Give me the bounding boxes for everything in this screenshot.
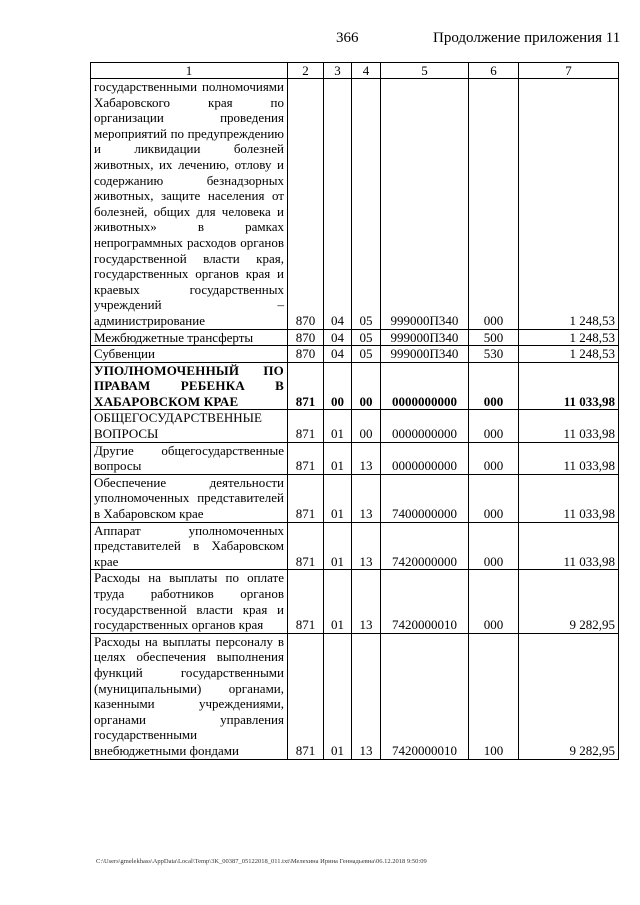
column-header: 3 [324, 63, 352, 79]
row-code-subsection: 00 [352, 410, 381, 442]
column-header: 2 [288, 63, 324, 79]
row-amount: 11 033,98 [519, 442, 619, 474]
row-code-subsection: 00 [352, 362, 381, 410]
column-header: 5 [381, 63, 469, 79]
row-name: УПОЛНОМОЧЕННЫЙ ПО ПРАВАМ РЕБЕНКА В ХАБАРОВСКОМ КРАЕ [91, 362, 288, 410]
row-amount: 9 282,95 [519, 570, 619, 633]
row-code-section: 04 [324, 329, 352, 346]
row-code-section: 01 [324, 633, 352, 759]
row-code-section: 01 [324, 522, 352, 570]
row-code-section: 01 [324, 570, 352, 633]
table-header-row [91, 63, 619, 79]
row-name: ОБЩЕГОСУДАРСТВЕННЫЕ ВОПРОСЫ [91, 410, 288, 442]
row-code-section: 04 [324, 79, 352, 330]
appendix-continuation-note: Продолжение приложения 11 [433, 30, 621, 46]
row-code-admin: 871 [288, 570, 324, 633]
row-name: Расходы на выплаты по оплате труда работников органов государственной власти края и государственных органов края [91, 570, 288, 633]
row-name: Субвенции [91, 346, 288, 363]
page-number: 366 [336, 30, 359, 46]
row-code-section: 01 [324, 474, 352, 522]
row-code-expense-type: 000 [469, 570, 519, 633]
table-row [91, 79, 619, 330]
table-row [91, 346, 619, 363]
column-header: 6 [469, 63, 519, 79]
row-name: государственными полномочиями Хабаровского края по организации проведения мероприятий по предупреждению и ликвидации болезней животных, их лечению, отлову и содержанию безнадзорных животных, защите населения от болезней, общих для человека и животных» в рамках непрограммных расходов органов государственной власти края, государственных органов края и краевых государственных учреждений – администрирование [91, 79, 288, 330]
row-code-subsection: 13 [352, 474, 381, 522]
row-code-target: 0000000000 [381, 362, 469, 410]
row-code-admin: 871 [288, 362, 324, 410]
row-code-target: 0000000000 [381, 410, 469, 442]
row-name: Межбюджетные трансферты [91, 329, 288, 346]
budget-table [90, 62, 619, 760]
row-name: Аппарат уполномоченных представителей в Хабаровском крае [91, 522, 288, 570]
row-code-section: 00 [324, 362, 352, 410]
row-amount: 1 248,53 [519, 329, 619, 346]
row-code-subsection: 13 [352, 570, 381, 633]
row-code-section: 04 [324, 346, 352, 363]
table-row [91, 329, 619, 346]
row-code-admin: 871 [288, 442, 324, 474]
row-code-admin: 870 [288, 79, 324, 330]
row-code-target: 7420000010 [381, 570, 469, 633]
table-row [91, 474, 619, 522]
row-code-admin: 871 [288, 522, 324, 570]
row-code-target: 0000000000 [381, 442, 469, 474]
row-code-expense-type: 500 [469, 329, 519, 346]
row-amount: 11 033,98 [519, 362, 619, 410]
row-amount: 11 033,98 [519, 522, 619, 570]
row-code-subsection: 05 [352, 329, 381, 346]
row-amount: 11 033,98 [519, 474, 619, 522]
table-row [91, 570, 619, 633]
row-code-expense-type: 000 [469, 410, 519, 442]
row-code-admin: 870 [288, 346, 324, 363]
row-code-expense-type: 100 [469, 633, 519, 759]
row-code-admin: 870 [288, 329, 324, 346]
row-code-admin: 871 [288, 633, 324, 759]
row-amount: 1 248,53 [519, 79, 619, 330]
row-code-subsection: 13 [352, 633, 381, 759]
row-amount: 11 033,98 [519, 410, 619, 442]
column-header: 4 [352, 63, 381, 79]
row-code-target: 7420000010 [381, 633, 469, 759]
row-name: Другие общегосударственные вопросы [91, 442, 288, 474]
column-header: 7 [519, 63, 619, 79]
table-row [91, 410, 619, 442]
row-code-subsection: 05 [352, 346, 381, 363]
row-code-expense-type: 000 [469, 79, 519, 330]
row-code-section: 01 [324, 442, 352, 474]
row-amount: 9 282,95 [519, 633, 619, 759]
row-code-target: 7420000000 [381, 522, 469, 570]
table-row [91, 633, 619, 759]
table-row [91, 362, 619, 410]
row-code-admin: 871 [288, 410, 324, 442]
table-row [91, 522, 619, 570]
row-code-expense-type: 000 [469, 362, 519, 410]
row-code-subsection: 05 [352, 79, 381, 330]
table-body [91, 79, 619, 760]
column-header: 1 [91, 63, 288, 79]
table-row [91, 442, 619, 474]
row-code-subsection: 13 [352, 442, 381, 474]
row-name: Расходы на выплаты персоналу в целях обеспечения выполнения функций государственными (муниципальными) органами, казенными учреждениями, органами управления государственными внебюджетными фондами [91, 633, 288, 759]
row-code-target: 7400000000 [381, 474, 469, 522]
row-code-expense-type: 000 [469, 474, 519, 522]
row-code-target: 999000П340 [381, 346, 469, 363]
row-code-subsection: 13 [352, 522, 381, 570]
row-code-expense-type: 530 [469, 346, 519, 363]
row-code-section: 01 [324, 410, 352, 442]
row-code-target: 999000П340 [381, 329, 469, 346]
row-code-target: 999000П340 [381, 79, 469, 330]
footer-file-path: C:\Users\gmelekhass\AppData\Local\Temp\3K_00387_05122018_011.txt\Мелехина Ирина Геннадьевна\06.12.2018 9:50:09 [96, 858, 427, 865]
row-code-expense-type: 000 [469, 522, 519, 570]
row-code-admin: 871 [288, 474, 324, 522]
row-name: Обеспечение деятельности уполномоченных представителей в Хабаровском крае [91, 474, 288, 522]
row-amount: 1 248,53 [519, 346, 619, 363]
row-code-expense-type: 000 [469, 442, 519, 474]
